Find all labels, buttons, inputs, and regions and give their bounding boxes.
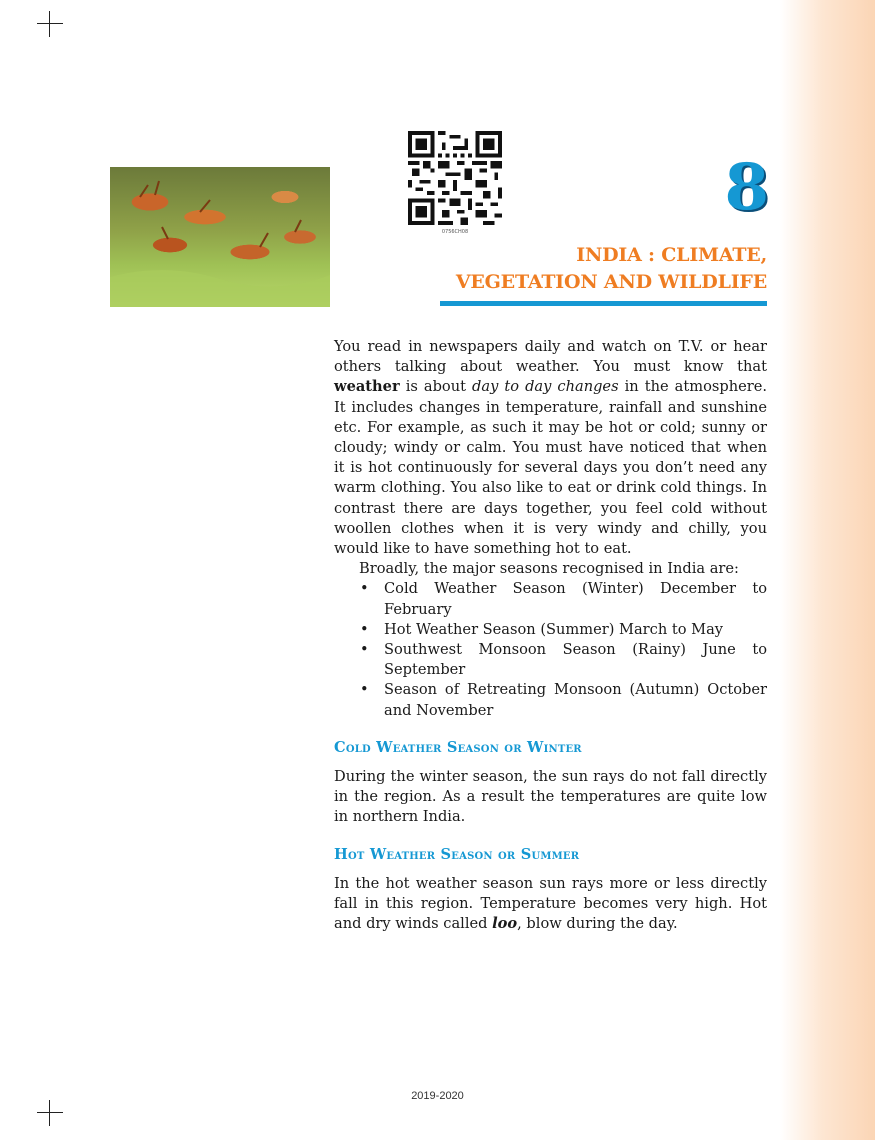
list-item: • Southwest Monsoon Season (Rainy) June to September (384, 640, 767, 680)
crop-mark-top-left (37, 11, 63, 37)
page-side-band (780, 0, 875, 1140)
cold-weather-paragraph: During the winter season, the sun rays do not fall directly in the region. As a result the temperatures are quite low in northern India. (334, 768, 767, 826)
chapter-title-line1: INDIA : CLIMATE, (576, 244, 767, 266)
section-heading-hot-weather: Hot Weather Season or Summer (334, 845, 580, 863)
intro-text-a: You read in newspapers daily and watch on T.V. or hear others talking about weather. You must know that (334, 338, 767, 376)
list-item: • Season of Retreating Monsoon (Autumn) October and November (384, 680, 767, 720)
intro-text-c: in the atmosphere. It includes changes in temperature, rainfall and sunshine etc. For example, as such it may be hot or cold; sunny or cloudy; windy or calm. You must have noticed that when it is hot continuously for several days you don’t need any warm clothing. You also like to eat or drink cold things. In contrast there are days together, you feel cold without woollen clothes when it is very windy and chilly, you would like to have something hot to eat. (334, 378, 767, 558)
title-underline (440, 301, 767, 306)
hot-bold-loo: loo (492, 915, 518, 933)
deer-herd-photo (110, 167, 330, 307)
intro-paragraph (334, 337, 767, 559)
qr-code-label: 0756CH08 (441, 229, 469, 235)
list-item: • Cold Weather Season (Winter) December to February (384, 579, 767, 619)
chapter-number: 8 (724, 150, 769, 225)
intro-bold-weather: weather (334, 378, 400, 396)
intro-italic-phrase: day to day changes (472, 378, 619, 396)
seasons-list (334, 579, 767, 720)
chapter-title-line2: VEGETATION AND WILDLIFE (455, 271, 767, 293)
hot-text-a: In the hot weather season sun rays more or less directly fall in this region. Temperature becomes very high. Hot and dry winds called (334, 874, 767, 933)
crop-mark-bottom-left (37, 1100, 63, 1126)
page-footer-year: 2019-2020 (411, 1090, 464, 1102)
hot-text-b: , blow during the day. (517, 915, 678, 933)
hot-weather-paragraph (334, 874, 767, 935)
list-item: • Hot Weather Season (Summer) March to May (384, 620, 767, 640)
section-heading-cold-weather: Cold Weather Season or Winter (334, 738, 582, 756)
chapter-title (456, 242, 767, 296)
qr-code-icon[interactable] (408, 131, 502, 225)
seasons-intro: Broadly, the major seasons recognised in India are: (359, 560, 739, 578)
chapter-body (334, 337, 767, 934)
intro-text-b: is about (399, 378, 473, 396)
